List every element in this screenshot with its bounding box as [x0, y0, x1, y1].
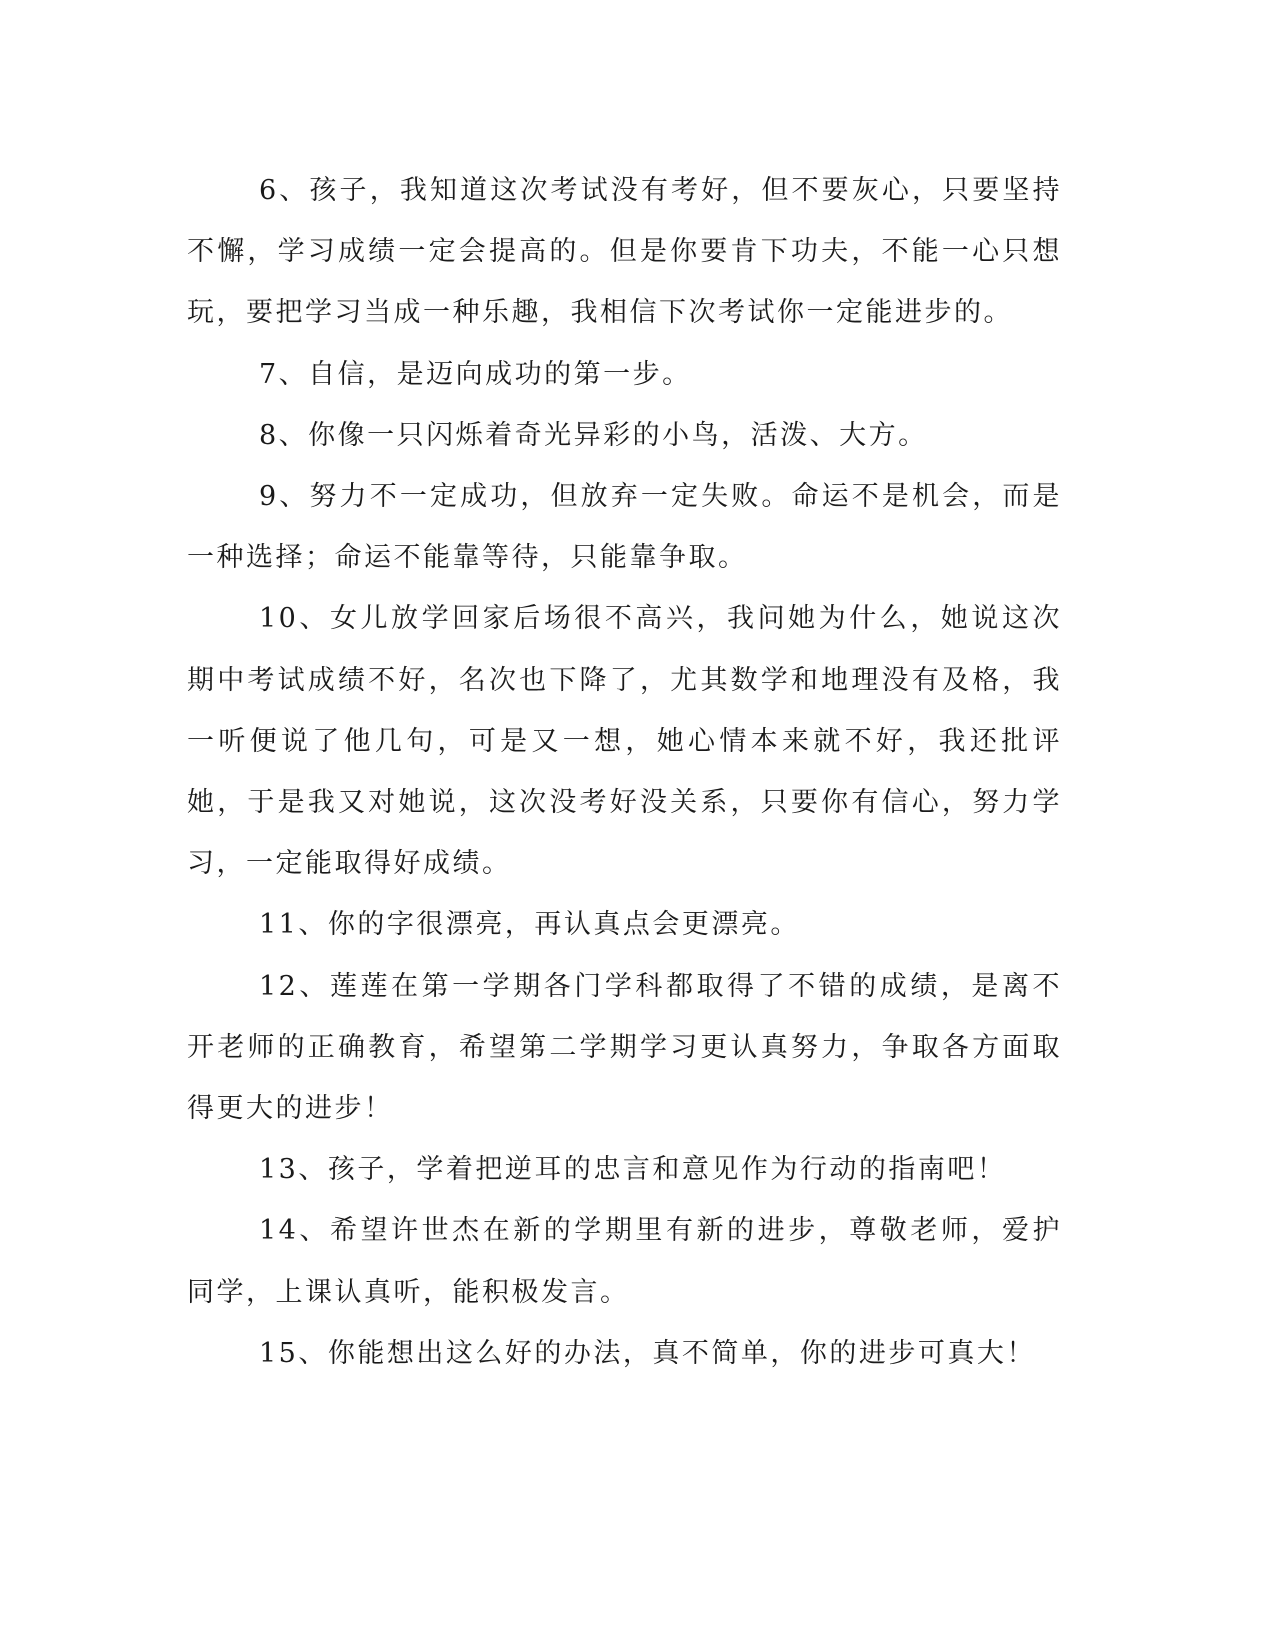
paragraph-8: 8、你像一只闪烁着奇光异彩的小鸟，活泼、大方。 [259, 419, 928, 451]
paragraph-15: 15、你能想出这么好的办法，真不简单，你的进步可真大！ [259, 1337, 1036, 1369]
paragraph-12: 12、莲莲在第一学期各门学科都取得了不错的成绩，是离不开老师的正确教育，希望第二学期学习更认真努力，争取各方面取得更大的进步！ [187, 970, 1062, 1125]
paragraph-13: 13、孩子，学着把逆耳的忠言和意见作为行动的指南吧！ [259, 1154, 1007, 1186]
paragraph-11: 11、你的字很漂亮，再认真点会更漂亮。 [259, 909, 800, 941]
paragraph-14: 14、希望许世杰在新的学期里有新的进步，尊敬老师，爱护同学，上课认真听，能积极发言。 [187, 1215, 1062, 1308]
paragraph-7: 7、自信，是迈向成功的第一步。 [259, 358, 692, 390]
paragraph-6: 6、孩子，我知道这次考试没有考好，但不要灰心，只要坚持不懈，学习成绩一定会提高的。但是你要肯下功夫，不能一心只想玩，要把学习当成一种乐趣，我相信下次考试你一定能进步的。 [187, 175, 1062, 329]
paragraph-10: 10、女儿放学回家后场很不高兴，我问她为什么，她说这次期中考试成绩不好，名次也下降了，尤其数学和地理没有及格，我一听便说了他几句，可是又一想，她心情本来就不好，我还批评她，于是我又对她说，这次没考好没关系，只要你有信心，努力学习，一定能取得好成绩。 [187, 603, 1062, 880]
document-body [187, 160, 1062, 1384]
paragraph-9: 9、努力不一定成功，但放弃一定失败。命运不是机会，而是一种选择；命运不能靠等待，只能靠争取。 [187, 481, 1062, 574]
